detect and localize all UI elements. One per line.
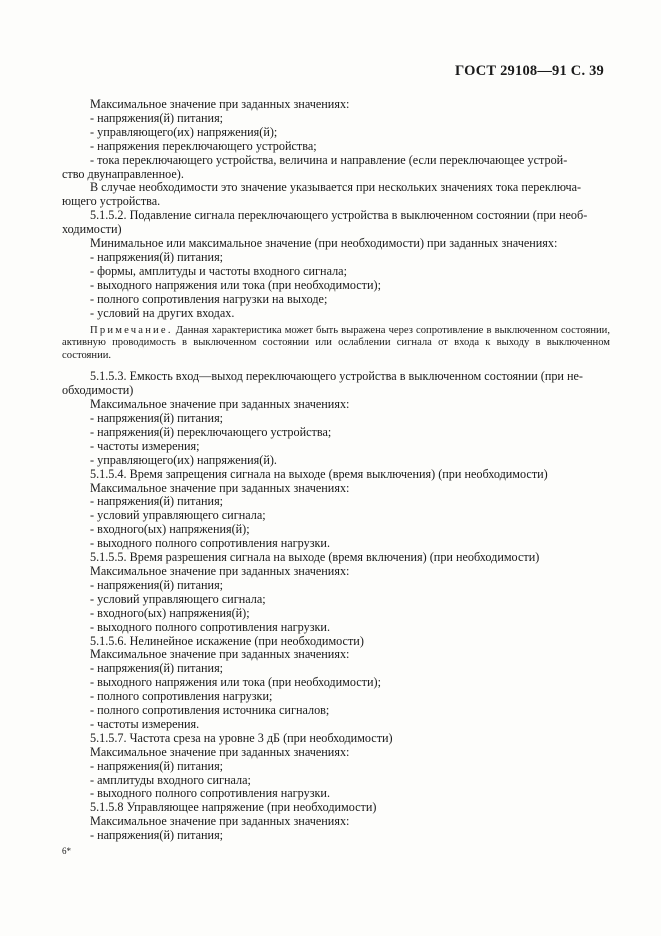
list-item: - частоты измерения;: [90, 438, 200, 453]
list-item: - напряжения(й) питания;: [90, 411, 224, 425]
text-line: Максимальное значение при заданных значениях:: [90, 97, 350, 111]
list-item: - выходного полного сопротивления нагрузки.: [90, 619, 331, 634]
list-item: - условий управляющего сигнала;: [90, 591, 266, 606]
section-heading: 5.1.5.7. Частота среза на уровне 3 дБ (при необходимости): [90, 730, 393, 745]
list-item: - тока переключающего устройства, величина и направление (если переключающее устрой-: [90, 152, 568, 167]
text-line: Максимальное значение при заданных значениях:: [90, 814, 350, 829]
text-line: Максимальное значение при заданных значениях:: [90, 744, 350, 759]
section-heading: 5.1.5.4. Время запрещения сигнала на выходе (время выключения) (при необходимости): [90, 466, 548, 481]
list-item: - полного сопротивления нагрузки на выходе;: [90, 291, 328, 306]
list-item: - выходного полного сопротивления нагрузки.: [90, 536, 331, 551]
text-line: Максимальное значение при заданных значениях:: [90, 397, 350, 412]
list-item: - выходного напряжения или тока (при необходимости);: [90, 277, 381, 292]
section-heading: 5.1.5.6. Нелинейное искажение (при необходимости): [90, 633, 364, 648]
text-line: ющего устройства.: [62, 194, 161, 209]
document-body: [62, 98, 610, 843]
list-item: - условий управляющего сигнала;: [90, 508, 266, 523]
section-heading: 5.1.5.5. Время разрешения сигнала на выходе (время включения) (при необходимости): [90, 550, 540, 565]
text-line: ство двунаправленное).: [62, 166, 184, 181]
list-item: - напряжения(й) питания;: [90, 494, 224, 509]
list-item: - полного сопротивления источника сигналов;: [90, 703, 330, 718]
text-line: Максимальное значение при заданных значениях:: [90, 647, 350, 662]
list-item: - формы, амплитуды и частоты входного сигнала;: [90, 263, 347, 278]
text-line: обходимости): [62, 383, 134, 398]
list-item: - напряжения(й) питания;: [90, 577, 224, 592]
note: [62, 325, 610, 363]
list-item: - выходного напряжения или тока (при необходимости);: [90, 675, 381, 690]
list-item: - условий на других входах.: [90, 305, 235, 320]
list-item: - выходного полного сопротивления нагрузки.: [90, 786, 331, 801]
list-item: - напряжения(й) питания;: [90, 110, 224, 125]
list-item: - напряжения(й) питания;: [90, 661, 224, 676]
text-line: В случае необходимости это значение указывается при нескольких значениях тока переключа-: [90, 180, 582, 195]
text-line: Максимальное значение при заданных значениях:: [90, 563, 350, 578]
list-item: - частоты измерения.: [90, 716, 200, 731]
list-item: - напряжения(й) питания;: [90, 758, 224, 773]
page-header: ГОСТ 29108—91 С. 39: [455, 63, 604, 79]
text-line: ходимости): [62, 222, 122, 237]
text-line: Максимальное значение при заданных значениях:: [90, 480, 350, 495]
list-item: - входного(ых) напряжения(й);: [90, 605, 250, 620]
list-item: - амплитуды входного сигнала;: [90, 772, 251, 787]
page-mark: 6*: [62, 846, 71, 856]
list-item: - напряжения переключающего устройства;: [90, 138, 317, 153]
list-item: - напряжения(й) питания;: [90, 828, 224, 843]
note-text: Данная характеристика может быть выражена через сопротивление в выключенном состоянии, активную проводимость в выключенном состоянии или ослаблении сигнала от входа к выходу в выключенном состоянии.: [62, 324, 610, 361]
list-item: - полного сопротивления нагрузки;: [90, 689, 273, 704]
text-line: Минимальное или максимальное значение (при необходимости) при заданных значениях:: [90, 236, 558, 251]
list-item: - напряжения(й) переключающего устройства;: [90, 424, 332, 439]
list-item: - управляющего(их) напряжения(й);: [90, 124, 278, 139]
section-heading: 5.1.5.8 Управляющее напряжение (при необходимости): [90, 800, 377, 815]
note-label: Примечание.: [90, 324, 173, 336]
list-item: - управляющего(их) напряжения(й).: [90, 452, 277, 467]
list-item: - входного(ых) напряжения(й);: [90, 522, 250, 537]
list-item: - напряжения(й) питания;: [90, 249, 224, 264]
section-heading: 5.1.5.2. Подавление сигнала переключающего устройства в выключенном состоянии (при необ-: [90, 208, 588, 223]
section-heading: 5.1.5.3. Емкость вход—выход переключающего устройства в выключенном состоянии (при не-: [90, 369, 583, 384]
